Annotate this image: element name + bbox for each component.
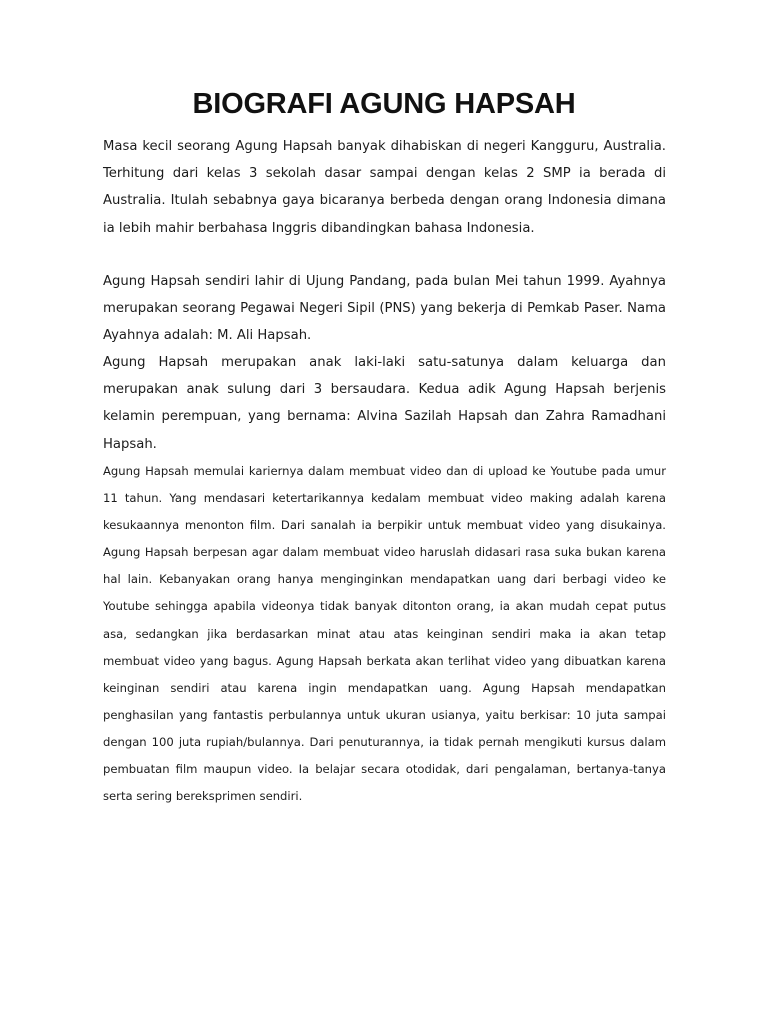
paragraph-career: Agung Hapsah memulai kariernya dalam membuat video dan di upload ke Youtube pada umur 11 tahun. Yang mendasari ketertarikannya kedalam membuat video making adalah karena kesukaannya menonton film. Dari sanalah ia berpikir untuk membuat video yang disukainya. Agung Hapsah berpesan agar dalam membuat video haruslah didasari rasa suka bukan karena hal lain. Kebanyakan orang hanya menginginkan mendapatkan uang dari berbagi video ke Youtube sehingga apabila videonya tidak banyak ditonton orang, ia akan mudah cepat putus asa, sedangkan jika berdasarkan minat atau atas keinginan sendiri maka ia akan tetap membuat video yang bagus. Agung Hapsah berkata akan terlihat video yang dibuatkan karena keinginan sendiri atau karena ingin mendapatkan uang. Agung Hapsah mendapatkan penghasilan yang fantastis perbulannya untuk ukuran usianya, yaitu berkisar: 10 juta sampai dengan 100 juta rupiah/bulannya. Dari penuturannya, ia tidak pernah mengikuti kursus dalam pembuatan film maupun video. Ia belajar secara otodidak, dari pengalaman, bertanya-tanya serta sering bereksprimen sendiri. [103, 464, 666, 804]
paragraph-birth: Agung Hapsah sendiri lahir di Ujung Pandang, pada bulan Mei tahun 1999. Ayahnya merupakan seorang Pegawai Negeri Sipil (PNS) yang bekerja di Pemkab Paser. Nama Ayahnya adalah: M. Ali Hapsah. [103, 274, 666, 344]
document-title: BIOGRAFI AGUNG HAPSAH [192, 88, 576, 120]
paragraph-childhood: Masa kecil seorang Agung Hapsah banyak dihabiskan di negeri Kangguru, Australia. Terhitung dari kelas 3 sekolah dasar sampai dengan kelas 2 SMP ia berada di Australia. Itulah sebabnya gaya bicaranya berbeda dengan orang Indonesia dimana ia lebih mahir berbahasa Inggris dibandingkan bahasa Indonesia. [103, 139, 666, 236]
paragraph-family: Agung Hapsah merupakan anak laki-laki satu-satunya dalam keluarga dan merupakan anak sulung dari 3 bersaudara. Kedua adik Agung Hapsah berjenis kelamin perempuan, yang bernama: Alvina Sazilah Hapsah dan Zahra Ramadhani Hapsah. [103, 355, 666, 452]
